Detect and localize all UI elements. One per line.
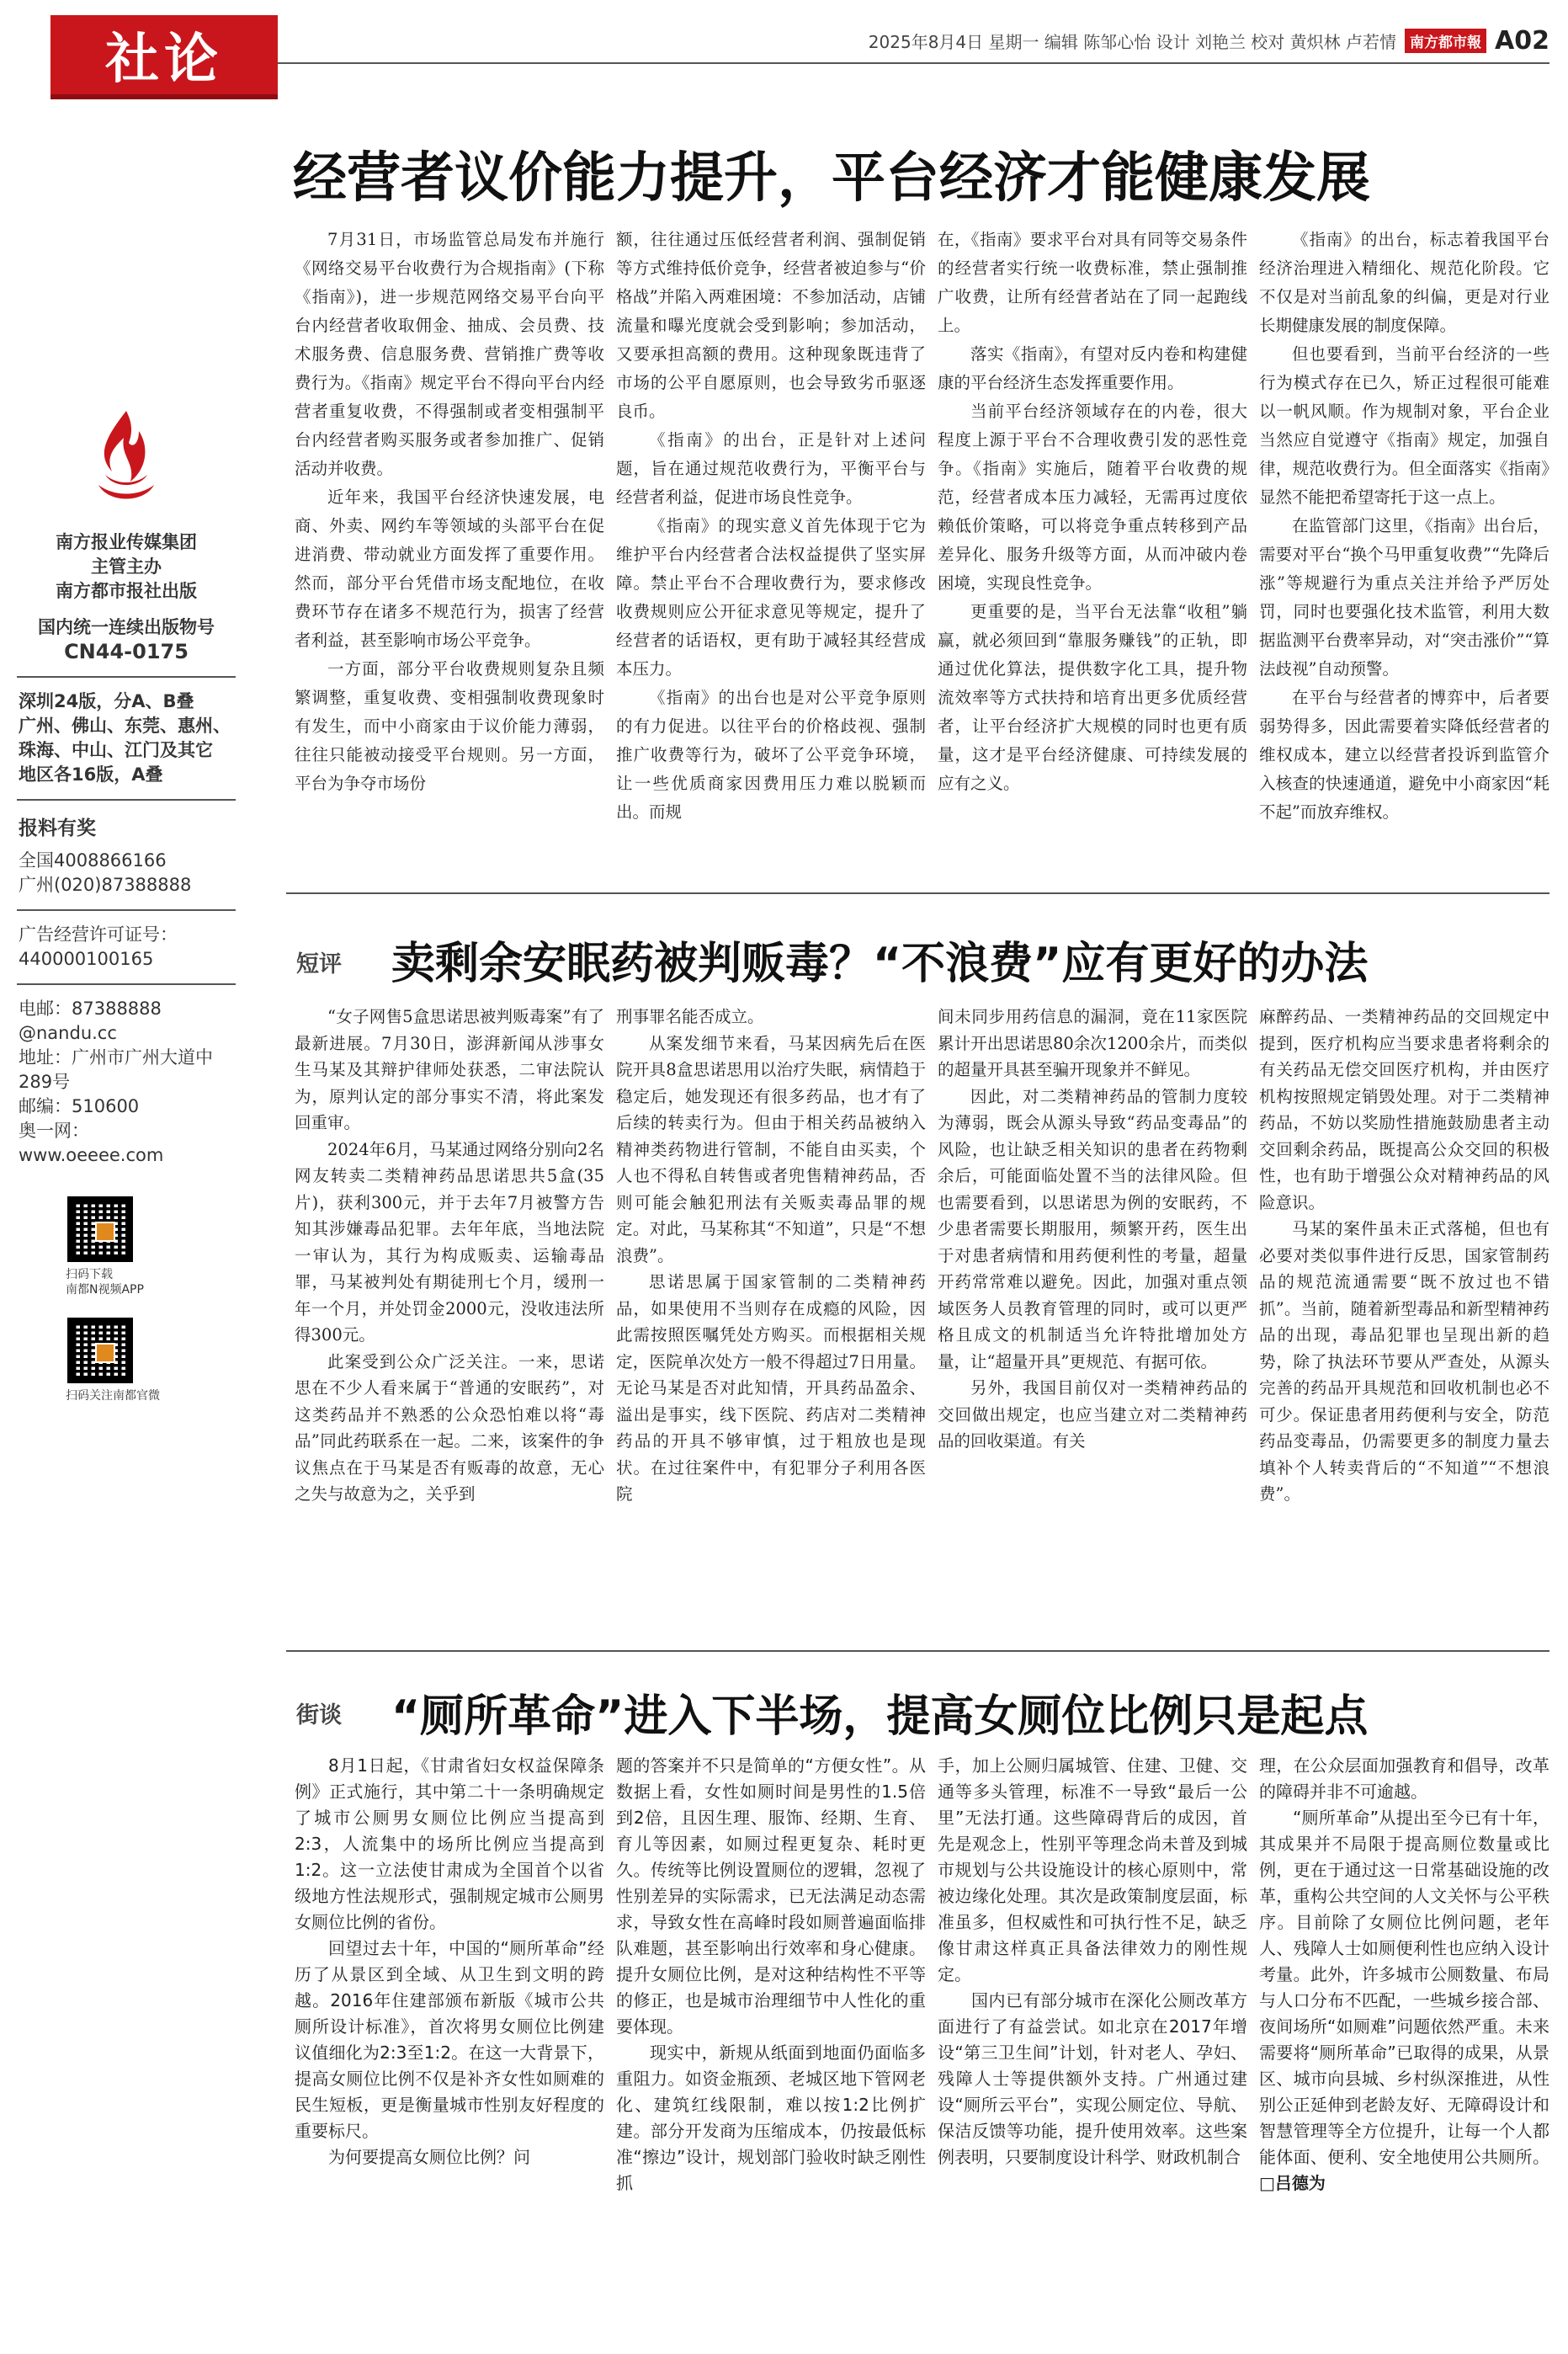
paragraph: 更重要的是，当平台无法靠“收租”躺赢，就必须回到“靠服务赚钱”的正轨，即通过优化算法，提供数字化工具，提升物流效率等方式扶持和培育出更多优质经营者，让平台经济扩大规模的同时也更有质量，这才是平台经济健康、可持续发展的应有之义。	[938, 602, 1247, 793]
paragraph: 此案受到公众广泛关注。一来，思诺思在不少人看来属于“普通的安眠药”，对这类药品并不熟悉的公众恐怕难以将“毒品”同此药联系在一起。二来，该案件的争议焦点在于马某是否有贩毒的故意，无心之失与故意为之，关乎到	[295, 1351, 604, 1504]
header-weekday: 星期一	[988, 31, 1039, 52]
article3-column	[295, 1753, 604, 2334]
article2-column	[295, 1004, 604, 1635]
issn-line: 国内统一连续出版物号	[38, 617, 215, 637]
sidebar-divider	[17, 983, 236, 985]
paragraph: 在平台与经营者的博弈中，后者要弱势得多，因此需要着实降低经营者的维权成本，建立以经营者投诉到监管介入核查的快速通道，避免中小商家因“耗不起”而放弃维权。	[1259, 688, 1549, 822]
paragraph: 《指南》的现实意义首先体现于它为维护平台内经营者合法权益提供了坚实屏障。禁止平台不合理收费行为，要求修改收费规则应公开征求意见等规定，提升了经营者的话语权，更有助于减轻其经营成本压力。	[616, 516, 926, 679]
paragraph: 7月31日，市场监管总局发布并施行《网络交易平台收费行为合规指南》(下称《指南》)，进一步规范网络交易平台向平台内经营者收取佣金、抽成、会员费、技术服务费、信息服务费、营销推广费等收费行为。《指南》规定平台不得向平台内经营者重复收费，不得强制或者变相强制平台内经营者购买服务或者参加推广、促销活动并收费。	[295, 230, 604, 478]
tips-heading: 报料有奖	[19, 818, 96, 839]
wechat-badge-icon	[95, 1343, 115, 1363]
article1-column	[1259, 226, 1549, 874]
sidebar-divider	[17, 799, 236, 801]
article1-column	[938, 226, 1247, 874]
paragraph	[1259, 1805, 1549, 2197]
edition-line: 珠海、中山、江门及其它	[19, 740, 213, 760]
ad-license-line: 440000100165	[19, 949, 154, 969]
ad-license-line: 广告经营许可证号：	[19, 924, 178, 945]
contact-line: @nandu.cc	[19, 1023, 117, 1043]
paragraph: 现实中，新规从纸面到地面仍面临多重阻力。如资金瓶颈、老城区地下管网老化、建筑红线限制，难以按1:2比例扩建。部分开发商为压缩成本，仍按最低标准“擦边”设计，规划部门验收时缺乏刚性抓	[616, 2042, 926, 2193]
sidebar-divider	[17, 676, 236, 678]
contact-line: 地址：广州市广州大道中	[19, 1047, 213, 1068]
issn-block	[0, 615, 252, 664]
paragraph: 因此，对二类精神药品的管制力度较为薄弱，既会从源头导致“药品变毒品”的风险，也让缺乏相关知识的患者在药物剩余后，可能面临处置不当的法律风险。但也需要看到，以思诺思为例的安眠药，不少患者需要长期服用，频繁开药，医生出于对患者病情和用药便利性的考量，超量开药常常难以避免。因此，加强对重点领域医务人员教育管理的同时，或可以更严格且成文的机制适当允许特批增加处方量，让“超量开具”更规范、有据可依。	[938, 1086, 1247, 1371]
app-qr-block	[0, 1196, 252, 1297]
section-divider	[286, 1650, 1549, 1652]
paragraph: 国内已有部分城市在深化公厕改革方面进行了有益尝试。如北京在2017年增设“第三卫生间”计划，针对老人、孕妇、残障人士等提供额外支持。广州通过建设“厕所云平台”，实现公厕定位、导航、保洁反馈等功能，提升使用效率。这些案例表明，只要制度设计科学、财政机制合	[938, 1990, 1247, 2167]
org-line: 南方报业传媒集团	[56, 532, 197, 552]
edition-line: 地区各16版，A叠	[19, 764, 163, 785]
sidebar-divider	[17, 909, 236, 911]
paragraph: 《指南》的出台，标志着我国平台经济治理进入精细化、规范化阶段。它不仅是对当前乱象的纠偏，更是对行业长期健康发展的制度保障。	[1259, 230, 1549, 335]
qr-caption-line: 扫码下载	[66, 1268, 113, 1281]
org-block	[0, 530, 252, 604]
org-line: 南方都市报社出版	[56, 581, 197, 601]
paragraph: 2024年6月，马某通过网络分别向2名网友转卖二类精神药品思诺思共5盒(35片)，获利300元，并于去年7月被警方告知其涉嫌毒品犯罪。去年年底，当地法院一审认为，其行为构成贩卖、运输毒品罪，马某被判处有期徒刑七个月，缓刑一年一个月，并处罚金2000元，没收违法所得300元。	[295, 1139, 604, 1345]
paragraph: 理，在公众层面加强教育和倡导，改革的障碍并非不可逾越。	[1259, 1755, 1549, 1802]
contact-block	[0, 997, 252, 1168]
paragraph: 马某的案件虽未正式落槌，但也有必要对类似事件进行反思，国家管制药品的规范流通需要“既不放过也不错抓”。当前，随着新型毒品和新型精神药品的出现，毒品犯罪也呈现出新的趋势，除了执法环节要从严查处，从源头完善的药品开具规范和回收机制也必不可少。保证患者用药便利与安全，防范药品变毒品，仍需要更多的制度力量去填补个人转卖背后的“不知道”“不想浪费”。	[1259, 1219, 1549, 1504]
contact-line: 奥一网：	[19, 1121, 89, 1141]
header-rule	[278, 62, 1549, 64]
editions-block	[0, 690, 252, 787]
paragraph: 手，加上公厕归属城管、住建、卫健、交通等多头管理，标准不一导致“最后一公里”无法打通。这些障碍背后的成因，首先是观念上，性别平等理念尚未普及到城市规划与公共设施设计的核心原则中，常被边缘化处理。其次是政策制度层面，标准虽多，但权威性和可执行性不足，缺乏像甘肃这样真正具备法律效力的刚性规定。	[938, 1755, 1247, 1984]
article1-column	[295, 226, 604, 874]
paragraph: 另外，我国目前仅对一类精神药品的交回做出规定，也应当建立对二类精神药品的回收渠道。有关	[938, 1378, 1247, 1451]
paragraph: 《指南》的出台，正是针对上述问题，旨在通过规范收费行为，平衡平台与经营者利益，促进市场良性竞争。	[616, 430, 926, 507]
paragraph: 从案发细节来看，马某因病先后在医院开具8盒思诺思用以治疗失眠，病情趋于稳定后，她发现还有很多药品，也才有了后续的转卖行为。但由于相关药品被纳入精神类药物进行管制，不能自由买卖，个人也不得私自转售或者兜售精神药品，否则可能会触犯刑法有关贩卖毒品罪的规定。对此，马某称其“不知道”，只是“不想浪费”。	[616, 1033, 926, 1265]
article3-column	[938, 1753, 1247, 2334]
app-badge-icon	[95, 1222, 115, 1242]
contact-line: www.oeeee.com	[19, 1145, 164, 1165]
article2-column	[616, 1004, 926, 1635]
wechat-qr-caption: 扫码关注南都官微	[66, 1389, 160, 1403]
contact-line: 电邮：87388888	[19, 999, 162, 1019]
paragraph: 麻醉药品、一类精神药品的交回规定中提到，医疗机构应当要求患者将剩余的有关药品无偿交回医疗机构，并由医疗机构按照规定销毁处理。对于二类精神药品，不妨以奖励性措施鼓励患者主动交回剩余药品，既提高公众交回的积极性，也有助于增强公众对精神药品的风险意识。	[1259, 1007, 1549, 1212]
paragraph: 近年来，我国平台经济快速发展，电商、外卖、网约车等领域的头部平台在促进消费、带动就业方面发挥了重要作用。然而，部分平台凭借市场支配地位，在收费环节存在诸多不规范行为，损害了经营者利益，甚至影响市场公平竞争。	[295, 487, 604, 650]
org-line: 主管主办	[91, 557, 162, 577]
section-label: 社论	[50, 15, 278, 99]
tips-block	[0, 849, 252, 897]
newspaper-logo: 南方都市報	[1405, 29, 1486, 53]
header-date: 2025年8月4日	[868, 31, 984, 52]
article2-column	[1259, 1004, 1549, 1635]
tips-line: 全国4008866166	[19, 850, 167, 871]
paragraph: 《指南》的出台也是对公平竞争原则的有力促进。以往平台的价格歧视、强制推广收费等行为，破坏了公平竞争环境，让一些优质商家因费用压力难以脱颖而出。而规	[616, 688, 926, 822]
tips-line: 广州(020)87388888	[19, 875, 192, 895]
article2-column	[938, 1004, 1247, 1635]
paragraph: 刑事罪名能否成立。	[616, 1007, 764, 1026]
paragraph: 在监管部门这里，《指南》出台后，需要对平台“换个马甲重复收费”“先降后涨”等规避行为重点关注并给予严厉处罚，同时也要强化技术监管，利用大数据监测平台费率异动，对“突击涨价”“算法歧视”自动预警。	[1259, 516, 1549, 679]
article3-title: “厕所革命”进入下半场，提高女厕位比例只是起点	[391, 1691, 1369, 1742]
app-qr-caption	[0, 1267, 252, 1297]
article3-column	[1259, 1753, 1549, 2334]
paragraph: 题的答案并不只是简单的“方便女性”。从数据上看，女性如厕时间是男性的1.5倍到2倍，且因生理、服饰、经期、生育、育儿等因素，如厕过程更复杂、耗时更久。传统等比例设置厕位的逻辑，忽视了性别差异的实际需求，已无法满足动态需求，导致女性在高峰时段如厕普遍面临排队难题，甚至影响出行效率和身心健康。提升女厕位比例，是对这种结构性不平等的修正，也是城市治理细节中人性化的重要体现。	[616, 1755, 926, 2037]
wechat-qr-block	[0, 1318, 252, 1403]
paragraph: 额，往往通过压低经营者利润、强制促销等方式维持低价竞争，经营者被迫参与“价格战”并陷入两难困境：不参加活动，店铺流量和曝光度就会受到影响；参加活动，又要承担高额的费用。这种现象既违背了市场的公平自愿原则，也会导致劣币驱逐良币。	[616, 230, 926, 421]
article3-tag: 街谈	[296, 1702, 342, 1728]
paragraph: 当前平台经济领域存在的内卷，很大程度上源于平台不合理收费引发的恶性竞争。《指南》实施后，随着平台收费的规范，经营者成本压力减轻，无需再过度依赖低价策略，可以将竞争重点转移到产品差异化、服务升级等方面，从而冲破内卷困境，实现良性竞争。	[938, 402, 1247, 593]
paragraph-text: “厕所革命”从提出至今已有十年，其成果并不局限于提高厕位数量或比例，更在于通过这一日常基础设施的改革，重构公共空间的人文关怀与公平秩序。目前除了女厕位比例问题，老年人、残障人士如厕便利性也应纳入设计考量。此外，许多城市公厕数量、布局与人口分布不匹配，一些城乡接合部、夜间场所“如厕难”问题依然严重。未来需要将“厕所革命”已取得的成果，从景区、城市向县城、乡村纵深推进，从性别公正延伸到老龄友好、无障碍设计和智慧管理等全方位提升，让每一个人都能体面、便利、安全地使用公共厕所。	[1259, 1808, 1549, 2167]
masthead-sidebar	[0, 404, 252, 1403]
contact-line: 289号	[19, 1072, 71, 1092]
page-header	[869, 24, 1549, 57]
section-divider	[286, 892, 1549, 894]
edition-line: 深圳24版，分A、B叠	[19, 691, 194, 711]
header-credits: 编辑 陈邹心怡 设计 刘艳兰 校对 黄炽林 卢若情	[1044, 31, 1397, 52]
page-number: A02	[1495, 25, 1549, 56]
paragraph: 一方面，部分平台收费规则复杂且频繁调整，重复收费、变相强制收费现象时有发生，而中小商家由于议价能力薄弱，往往只能被动接受平台规则。另一方面，平台为争夺市场份	[295, 659, 604, 793]
paragraph: “女子网售5盒思诺思被判贩毒案”有了最新进展。7月30日，澎湃新闻从涉事女生马某及其辩护律师处获悉，二审法院认为，原判认定的部分事实不清，将此案发回重审。	[295, 1007, 604, 1132]
author-signature: □吕德为	[1259, 2173, 1326, 2193]
paragraph: 落实《指南》，有望对反内卷和构建健康的平台经济生态发挥重要作用。	[938, 344, 1247, 392]
article1-column	[616, 226, 926, 874]
paragraph: 思诺思属于国家管制的二类精神药品，如果使用不当则存在成瘾的风险，因此需按照医嘱凭处方购买。而根据相关规定，医院单次处方一般不得超过7日用量。无论马某是否对此知情，开具药品盈余、溢出是事实，线下医院、药店对二类精神药品的开具不够审慎，过于粗放也是现状。在过往案件中，有犯罪分子利用各医院	[616, 1272, 926, 1504]
paragraph: 8月1日起，《甘肃省妇女权益保障条例》正式施行，其中第二十一条明确规定了城市公厕男女厕位比例应当提高到2:3，人流集中的场所比例应当提高到1:2。这一立法使甘肃成为全国首个以省级地方性法规形式，强制规定城市公厕男女厕位比例的省份。	[295, 1755, 604, 1932]
flame-logo-icon	[80, 404, 173, 514]
article2-tag: 短评	[296, 951, 342, 977]
paragraph: 但也要看到，当前平台经济的一些行为模式存在已久，矫正过程很可能难以一帆风顺。作为规制对象，平台企业当然应自觉遵守《指南》规定，加强自律，规范收费行为。但全面落实《指南》显然不能把希望寄托于这一点上。	[1259, 344, 1549, 507]
issn-line: CN44-0175	[64, 640, 189, 663]
article1-title: 经营者议价能力提升，平台经济才能健康发展	[293, 147, 1370, 210]
ad-license-block	[0, 923, 252, 972]
paragraph: 在，《指南》要求平台对具有同等交易条件的经营者实行统一收费标准，禁止强制推广收费，让所有经营者站在了同一起跑线上。	[938, 230, 1247, 335]
edition-line: 广州、佛山、东莞、惠州、	[19, 716, 231, 736]
article3-column	[616, 1753, 926, 2334]
qr-caption-line: 南都N视频APP	[66, 1283, 144, 1297]
contact-line: 邮编：510600	[19, 1096, 140, 1116]
article2-title: 卖剩余安眠药被判贩毒？“不浪费”应有更好的办法	[391, 939, 1369, 989]
paragraph: 为何要提高女厕位比例？问	[328, 2147, 530, 2167]
paragraph: 间未同步用药信息的漏洞，竟在11家医院累计开出思诺思80余次1200余片，而类似的超量开具甚至骗开现象并不鲜见。	[938, 1007, 1247, 1079]
paragraph: 回望过去十年，中国的“厕所革命”经历了从景区到全域、从卫生到文明的跨越。2016年住建部颁布新版《城市公共厕所设计标准》，首次将男女厕位比例建议值细化为2:3至1:2。在这一大背景下，提高女厕位比例不仅是补齐女性如厕难的民生短板，更是衡量城市性别友好程度的重要标尺。	[295, 1938, 604, 2141]
